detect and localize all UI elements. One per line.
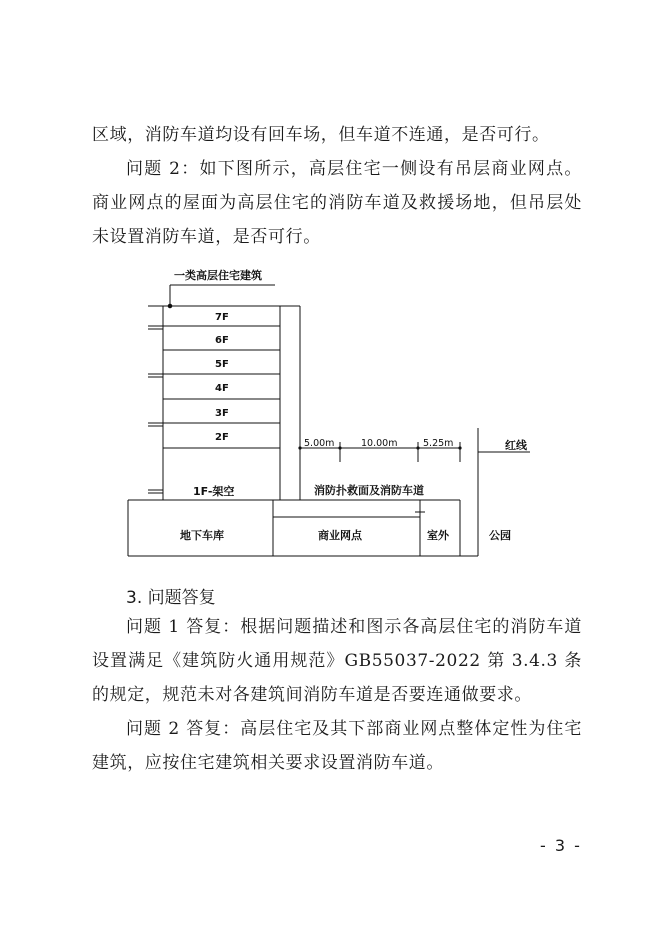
floor-label: 2F (215, 432, 229, 443)
commercial-label: 商业网点 (318, 529, 362, 542)
floor-label: 3F (215, 408, 229, 419)
fire-road-label: 消防扑救面及消防车道 (314, 484, 424, 497)
floor-label: 4F (215, 383, 229, 394)
paragraph-4: 问题 2 答复：高层住宅及其下部商业网点整体定性为住宅建筑，应按住宅建筑相关要求设置消防车道。 (92, 719, 582, 773)
floor-label: 6F (215, 335, 229, 346)
section-heading: 3. 问题答复 (126, 588, 216, 608)
floor-label: 5F (215, 359, 229, 370)
dimension-label: 5.00m (304, 438, 335, 449)
building-label: 一类高层住宅建筑 (174, 269, 262, 282)
paragraph-1: 区域，消防车道均设有回车场，但车道不连通，是否可行。 (92, 125, 550, 145)
ground-floor-label: 1F-架空 (193, 485, 235, 498)
park-label: 公园 (489, 529, 511, 542)
outdoor-label: 室外 (427, 529, 449, 542)
dimension-label: 5.25m (423, 438, 454, 449)
floor-label: 7F (215, 312, 229, 323)
red-line-label: 红线 (505, 439, 527, 452)
garage-label: 地下车库 (180, 529, 224, 542)
paragraph-2: 问题 2：如下图所示，高层住宅一侧设有吊层商业网点。商业网点的屋面为高层住宅的消防车道及救援场地，但吊层处未设置消防车道，是否可行。 (92, 159, 582, 247)
page-number: - 3 - (540, 836, 582, 855)
paragraph-3: 问题 1 答复：根据问题描述和图示各高层住宅的消防车道设置满足《建筑防火通用规范》GB55037-2022 第 3.4.3 条的规定，规范未对各建筑间消防车道是否要连通做要求。 (92, 617, 582, 705)
dimension-label: 10.00m (361, 438, 398, 449)
